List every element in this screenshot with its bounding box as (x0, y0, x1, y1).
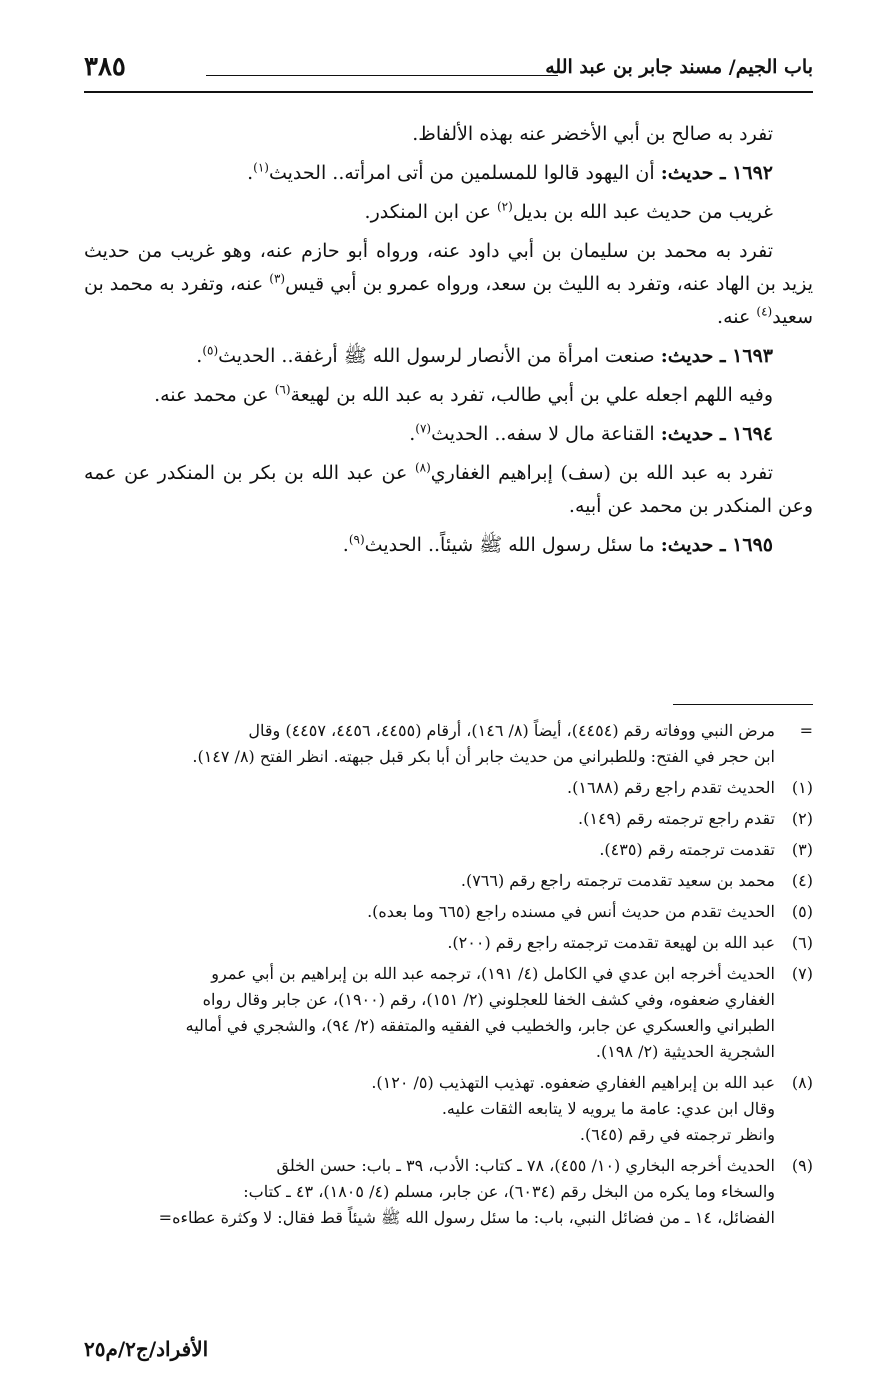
paragraph-text: عن عبد الله بن بكر بن المنكدر عن عمه وعن المنكدر بن محمد عن أبيه. (84, 462, 813, 517)
footnote-5 (84, 899, 813, 925)
hadith-1694: ١٦٩٤ ـ حديث: القناعة مال لا سفه.. الحديث$^{(٧)}$. (409, 421, 773, 445)
header-rule (84, 91, 813, 93)
paragraph (84, 379, 813, 412)
footnote-ref[interactable]: (٦) (274, 382, 291, 397)
paragraph (84, 457, 813, 523)
header-rule-short (206, 75, 558, 76)
running-title: باب الجيم/ مسند جابر بن عبد الله (545, 56, 813, 78)
hadith-number: ١٦٩٣ ـ حديث: (660, 345, 773, 367)
footnote-mark: (٢) (791, 809, 813, 828)
paragraph-text: تفرد به صالح بن أبي الأخضر عنه بهذه الألفاظ. (412, 123, 773, 145)
footnote-text (84, 961, 775, 1065)
footnote-6 (84, 930, 813, 956)
footnote-9 (84, 1153, 813, 1231)
page-number: ٣٨٥ (84, 52, 126, 82)
paragraph-text: غريب من حديث عبد الله بن بديل (512, 201, 773, 223)
footnote-text (84, 718, 775, 770)
footnote-text: الحديث تقدم راجع رقم (١٦٨٨). (567, 778, 775, 797)
footnote-7 (84, 961, 813, 1065)
hadith-1695: ١٦٩٥ ـ حديث: ما سئل رسول الله ﷺ شيئاً.. الحديث$^{(٩)}$. (342, 532, 773, 556)
footnote-text: الحديث تقدم من حديث أنس في مسنده راجع (٦٦٥ وما بعده). (367, 902, 775, 921)
page-header (84, 52, 813, 86)
footnote-line: وقال ابن عدي: عامة ما يرويه لا يتابعه الثقات عليه. (441, 1099, 775, 1118)
hadith-1692: ١٦٩٢ ـ حديث: أن اليهود قالوا للمسلمين من أتى امرأته.. الحديث$^{(١)}$. (247, 160, 773, 184)
footnote-text: عبد الله بن لهيعة تقدمت ترجمته راجع رقم (٢٠٠). (447, 933, 775, 952)
footnote-ref[interactable]: (٨) (414, 460, 431, 475)
paragraph-text: عنه. (717, 306, 751, 328)
paragraph-text: عن ابن المنكدر. (364, 201, 491, 223)
footnote-ref[interactable]: (١) (253, 160, 269, 175)
footnote-text: تقدم راجع ترجمته رقم (١٤٩). (578, 809, 775, 828)
footnote-mark: (٩) (791, 1156, 813, 1175)
footnote-ref[interactable]: (٥) (202, 343, 219, 358)
footnote-ref[interactable]: (٤) (756, 304, 773, 319)
footnote-2 (84, 806, 813, 832)
footnote-mark: (٤) (791, 871, 813, 890)
footnote-line: وانظر ترجمته في رقم (٦٤٥). (579, 1125, 775, 1144)
paragraph-text: عن محمد عنه. (154, 384, 269, 406)
footnote-line: الشجرية الحديثية (٢/ ١٩٨). (595, 1042, 775, 1061)
footnote-1 (84, 775, 813, 801)
footnote-mark: (٦) (791, 933, 813, 952)
footnote-line: الفضائل، ١٤ ـ من فضائل النبي، باب: ما سئل رسول الله ﷺ شيئاً قط فقال: لا وكثرة عطاءه= (158, 1208, 775, 1227)
footnote-text (84, 1153, 775, 1231)
hadith-text: القناعة مال لا سفه.. الحديث (431, 423, 655, 445)
footnote-mark: (٨) (791, 1073, 813, 1092)
footnote-line: ابن حجر في الفتح: وللطبراني من حديث جابر أن أبا بكر قبل جبهته. انظر الفتح (٨/ ١٤٧). (192, 747, 775, 766)
footnote-line: والسخاء وما يكره من البخل رقم (٦٠٣٤)، عن جابر، مسلم (٤/ ١٨٠٥)، ٤٣ ـ كتاب: (243, 1182, 775, 1201)
hadith-text: ما سئل رسول الله ﷺ شيئاً.. الحديث (364, 534, 655, 556)
hadith-text: صنعت امرأة من الأنصار لرسول الله ﷺ أرغفة.. الحديث (218, 345, 655, 367)
footnote-8 (84, 1070, 813, 1148)
footnote-4 (84, 868, 813, 894)
footnote-text: محمد بن سعيد تقدمت ترجمته راجع رقم (٧٦٦). (460, 871, 775, 890)
hadith-number: ١٦٩٢ ـ حديث: (660, 162, 773, 184)
footnote-separator (673, 704, 813, 705)
footnote-line: الطبراني والعسكري عن جابر، والخطيب في الفقيه والمتفقه (٢/ ٩٤)، والشجري في أماليه (185, 1016, 775, 1035)
footnote-continuation (84, 718, 813, 770)
printer-signature: الأفراد/ج٢/م٢٥ (84, 1337, 209, 1361)
footnote-line: مرض النبي ووفاته رقم (٤٤٥٤)، أيضاً (٨/ ١٤٦)، أرقام (٤٤٥٥، ٤٤٥٦، ٤٤٥٧) وقال (248, 721, 775, 740)
footnote-ref[interactable]: (٩) (348, 532, 365, 547)
paragraph-text: تفرد به محمد بن سليمان بن أبي داود عنه، ورواه أبو حازم عنه، وهو غريب من حديث يزيد بن الهاد عنه، وتفرد به الليث بن سعد، ورواه عمرو بن أبي قيس (84, 240, 813, 295)
footnote-mark: = (799, 721, 813, 740)
footnote-line: الحديث أخرجه ابن عدي في الكامل (٤/ ١٩١)، ترجمه عبد الله بن إبراهيم بن أبي عمرو (211, 964, 775, 983)
footnote-mark: (١) (791, 778, 813, 797)
footnote-ref[interactable]: (٣) (269, 271, 286, 286)
hadith-1693: ١٦٩٣ ـ حديث: صنعت امرأة من الأنصار لرسول الله ﷺ أرغفة.. الحديث$^{(٥)}$. (196, 343, 773, 367)
footnote-line: الغفاري ضعفوه، وفي كشف الخفا للعجلوني (٢/ ١٥١)، رقم (١٩٠٠)، عن جابر وقال رواه (202, 990, 775, 1009)
footnote-text (84, 1070, 775, 1148)
footnote-mark: (٣) (791, 840, 813, 859)
hadith-number: ١٦٩٥ ـ حديث: (660, 534, 773, 556)
hadith-number: ١٦٩٤ ـ حديث: (660, 423, 773, 445)
main-text (84, 118, 813, 568)
footnote-line: الحديث أخرجه البخاري (١٠/ ٤٥٥)، ٧٨ ـ كتاب: الأدب، ٣٩ ـ باب: حسن الخلق (276, 1156, 775, 1175)
paragraph (84, 235, 813, 334)
paragraph-text: وفيه اللهم اجعله علي بن أبي طالب، تفرد به عبد الله بن لهيعة (290, 384, 773, 406)
paragraph-text: عنه، وتفرد به محمد بن سعيد (84, 273, 813, 328)
paragraph (84, 196, 813, 229)
footnote-line: عبد الله بن إبراهيم الغفاري ضعفوه. تهذيب التهذيب (٥/ ١٢٠). (371, 1073, 775, 1092)
footnotes (84, 718, 813, 1236)
footnote-ref[interactable]: (٧) (415, 421, 432, 436)
paragraph-text: تفرد به عبد الله بن (سف) إبراهيم الغفاري (430, 462, 773, 484)
hadith-text: أن اليهود قالوا للمسلمين من أتى امرأته.. الحديث (268, 162, 655, 184)
paragraph (84, 118, 813, 151)
footnote-mark: (٧) (791, 964, 813, 983)
footnote-ref[interactable]: (٢) (496, 199, 513, 214)
footnote-mark: (٥) (791, 902, 813, 921)
footnote-text: تقدمت ترجمته رقم (٤٣٥). (599, 840, 775, 859)
footnote-3 (84, 837, 813, 863)
